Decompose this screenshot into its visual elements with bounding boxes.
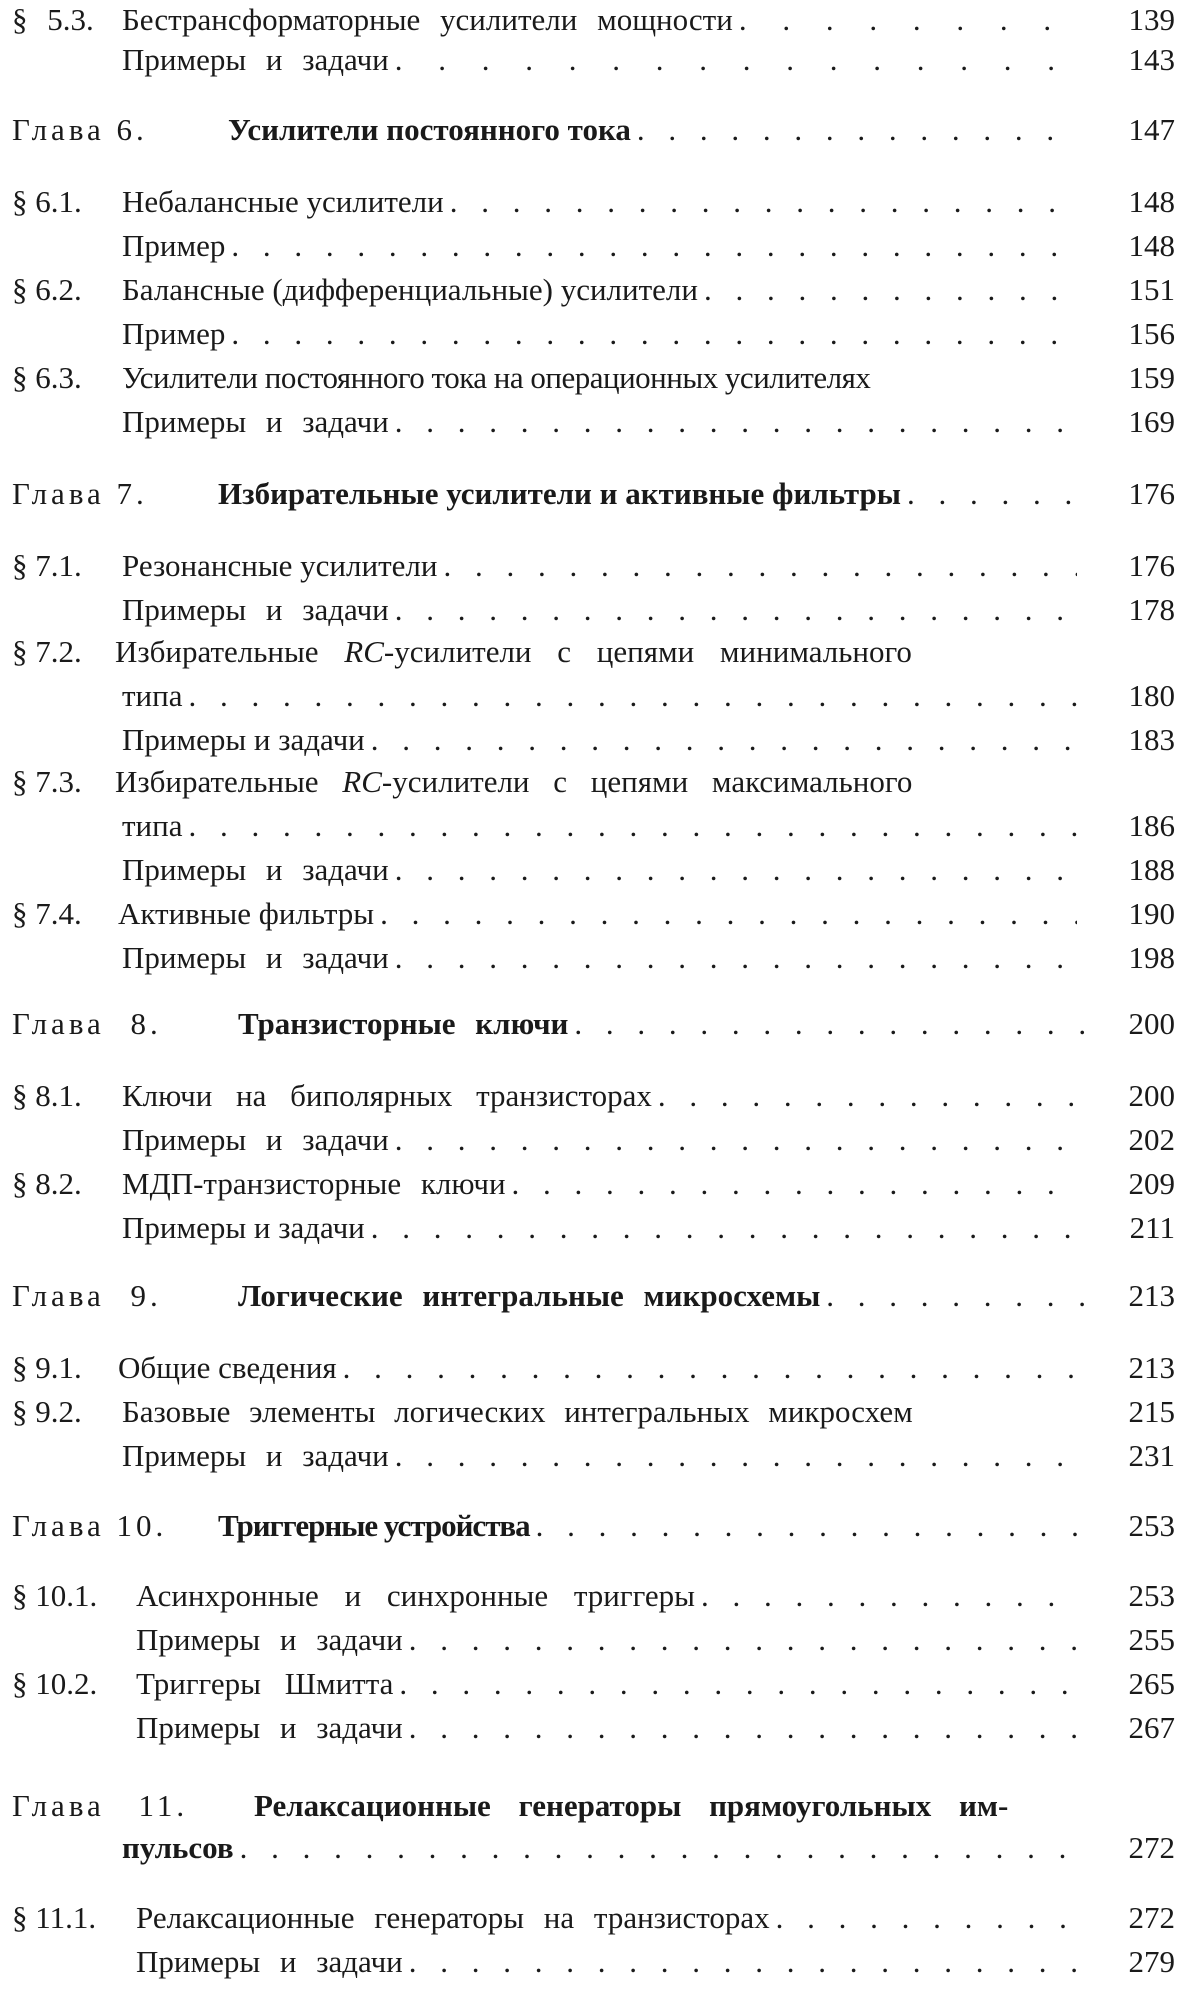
toc-entry[interactable]: [0, 806, 1199, 846]
entry-title: Примеры и задачи: [122, 940, 389, 975]
toc-entry[interactable]: [0, 226, 1199, 266]
entry-title: Примеры и задачи: [122, 1122, 389, 1157]
dot-leader: [568, 1004, 1087, 1044]
page-number: 143: [1128, 42, 1175, 77]
toc-entry[interactable]: [0, 1708, 1199, 1748]
dot-leader: [631, 110, 1077, 150]
toc-entry[interactable]: [0, 1392, 1199, 1432]
toc-entry[interactable]: [0, 1620, 1199, 1660]
dot-leader: [183, 806, 1078, 846]
dot-leader: [183, 676, 1078, 716]
entry-number: § 5.3.: [12, 2, 94, 37]
toc-entry[interactable]: [0, 850, 1199, 890]
dot-leader: [403, 1620, 1077, 1660]
chapter-title: Логические интегральные микросхемы: [238, 1278, 821, 1313]
toc-entry[interactable]: [0, 546, 1199, 586]
toc-entry[interactable]: [0, 1164, 1199, 1204]
entry-title: Примеры и задачи: [136, 1710, 403, 1745]
page-number: 272: [1128, 1830, 1175, 1865]
toc-entry[interactable]: [0, 358, 1199, 398]
page-number: 213: [1128, 1350, 1175, 1385]
dot-leader: [393, 1664, 1077, 1704]
toc-entry[interactable]: [0, 762, 1199, 802]
dot-leader: [530, 1506, 1077, 1546]
page-number: 176: [1128, 476, 1175, 511]
entry-title: Базовые элементы логических интегральных микросхем: [122, 1394, 913, 1429]
page-number: 272: [1128, 1900, 1175, 1935]
toc-entry[interactable]: [0, 1898, 1199, 1938]
entry-number: § 6.3.: [12, 360, 82, 395]
dot-leader: [403, 1708, 1077, 1748]
page-number: 180: [1128, 678, 1175, 713]
dot-leader: [365, 1208, 1077, 1248]
dot-leader: [437, 546, 1077, 586]
toc-entry[interactable]: [0, 676, 1199, 716]
entry-title: Ключи на биполярных транзисторах: [122, 1078, 652, 1113]
page-number: 198: [1128, 940, 1175, 975]
dot-leader: [733, 0, 1077, 40]
toc-entry[interactable]: [0, 1348, 1199, 1388]
chapter-heading[interactable]: [0, 474, 1199, 514]
dot-leader: [374, 894, 1077, 934]
page-number: 265: [1128, 1666, 1175, 1701]
page-number: 178: [1128, 592, 1175, 627]
toc-entry[interactable]: [0, 938, 1199, 978]
entry-title: Примеры и задачи: [122, 592, 389, 627]
entry-number: § 8.1.: [12, 1078, 82, 1113]
page-number: 148: [1128, 228, 1175, 263]
dot-leader: [820, 1276, 1087, 1316]
toc-entry[interactable]: [0, 182, 1199, 222]
toc-entry[interactable]: [0, 1208, 1199, 1248]
entry-title: Общие сведения: [118, 1350, 337, 1385]
entry-title: Избирательные RC-усилители с цепями максимального: [115, 764, 913, 799]
dot-leader: [389, 1120, 1077, 1160]
page-number: 147: [1128, 112, 1175, 147]
entry-number: § 6.2.: [12, 272, 82, 307]
entry-title: Избирательные RC-усилители с цепями минимального: [115, 634, 912, 669]
dot-leader: [225, 226, 1077, 266]
entry-title: Пример: [122, 316, 226, 351]
entry-number: § 11.1.: [12, 1900, 97, 1935]
toc-entry[interactable]: [0, 720, 1199, 760]
page-number: 159: [1128, 360, 1175, 395]
dot-leader: [389, 590, 1077, 630]
page-number: 186: [1128, 808, 1175, 843]
toc-entry[interactable]: [0, 894, 1199, 934]
chapter-number: Глава 8.: [12, 1006, 162, 1041]
toc-entry[interactable]: [0, 40, 1199, 80]
entry-number: § 10.1.: [12, 1578, 98, 1613]
dot-leader: [389, 40, 1077, 80]
entry-title: Усилители постоянного тока на операционных усилителях: [122, 360, 871, 395]
dot-leader: [901, 474, 1077, 514]
entry-title: Примеры и задачи: [136, 1622, 403, 1657]
entry-title: Релаксационные генераторы на транзисторах: [136, 1900, 770, 1935]
entry-number: § 9.1.: [12, 1350, 82, 1385]
chapter-heading[interactable]: [0, 1506, 1199, 1546]
entry-number: § 10.2.: [12, 1666, 98, 1701]
chapter-number: Глава 9.: [12, 1278, 162, 1313]
entry-number: § 7.1.: [12, 548, 82, 583]
entry-title: Балансные (дифференциальные) усилители: [122, 272, 698, 307]
page-number: 253: [1128, 1578, 1175, 1613]
entry-title: Примеры и задачи: [122, 1210, 365, 1245]
chapter-title: пульсов: [122, 1830, 234, 1865]
dot-leader: [389, 938, 1077, 978]
chapter-number: Глава 10.: [12, 1508, 168, 1543]
chapter-title: Избирательные усилители и активные фильтры: [218, 476, 901, 511]
entry-title: Триггеры Шмитта: [136, 1666, 394, 1701]
dot-leader: [444, 182, 1077, 222]
page-number: 211: [1129, 1210, 1175, 1245]
dot-leader: [652, 1076, 1077, 1116]
chapter-title: Триггерные устройства: [218, 1508, 530, 1543]
dot-leader: [365, 720, 1077, 760]
page-number: 190: [1128, 896, 1175, 931]
chapter-number: Глава 11.: [12, 1788, 189, 1823]
entry-number: § 7.3.: [12, 764, 82, 799]
toc-entry[interactable]: [0, 590, 1199, 630]
toc-entry[interactable]: [0, 1576, 1199, 1616]
page-number: 253: [1128, 1508, 1175, 1543]
page-number: 202: [1128, 1122, 1175, 1157]
dot-leader: [506, 1164, 1077, 1204]
dot-leader: [389, 1436, 1077, 1476]
chapter-title: Транзисторные ключи: [238, 1006, 569, 1041]
entry-number: § 6.1.: [12, 184, 82, 219]
toc-entry[interactable]: [0, 270, 1199, 310]
dot-leader: [225, 314, 1077, 354]
entry-title: типа: [122, 678, 183, 713]
page-number: 139: [1128, 2, 1175, 37]
entry-title: Активные фильтры: [118, 896, 375, 931]
page-number: 213: [1128, 1278, 1175, 1313]
chapter-title: Усилители постоянного тока: [228, 112, 631, 147]
entry-title: Резонансные усилители: [122, 548, 438, 583]
dot-leader: [698, 270, 1077, 310]
page-number: 183: [1128, 722, 1175, 757]
page-number: 188: [1128, 852, 1175, 887]
entry-title: Пример: [122, 228, 226, 263]
dot-leader: [389, 850, 1077, 890]
entry-title: Примеры и задачи: [122, 1438, 389, 1473]
dot-leader: [695, 1576, 1077, 1616]
entry-title: Примеры и задачи: [122, 42, 389, 77]
page-number: 200: [1128, 1006, 1175, 1041]
page-number: 156: [1128, 316, 1175, 351]
entry-title: Примеры и задачи: [122, 852, 389, 887]
entry-number: § 9.2.: [12, 1394, 82, 1429]
entry-title: МДП-транзисторные ключи: [122, 1166, 506, 1201]
dot-leader: [403, 1942, 1077, 1982]
dot-leader: [389, 402, 1077, 442]
toc-entry[interactable]: [0, 1076, 1199, 1116]
page-number: 267: [1128, 1710, 1175, 1745]
page-number: 148: [1128, 184, 1175, 219]
page-number: 255: [1128, 1622, 1175, 1657]
entry-title: Асинхронные и синхронные триггеры: [136, 1578, 695, 1613]
page-number: 215: [1128, 1394, 1175, 1429]
toc-entry[interactable]: [0, 314, 1199, 354]
toc-entry[interactable]: [0, 1120, 1199, 1160]
entry-title: Примеры и задачи: [122, 722, 365, 757]
entry-number: § 8.2.: [12, 1166, 82, 1201]
entry-title: Небалансные усилители: [122, 184, 444, 219]
entry-title: Примеры и задачи: [136, 1944, 403, 1979]
page-number: 176: [1128, 548, 1175, 583]
chapter-heading-continued[interactable]: [0, 1828, 1199, 1868]
dot-leader: [770, 1898, 1077, 1938]
toc-entry[interactable]: [0, 0, 1199, 40]
page-number: 169: [1128, 404, 1175, 439]
chapter-heading[interactable]: [0, 1276, 1199, 1316]
chapter-heading[interactable]: [0, 110, 1199, 150]
chapter-number: Глава 6.: [12, 112, 148, 147]
toc-entry[interactable]: [0, 402, 1199, 442]
chapter-number: Глава 7.: [12, 476, 148, 511]
entry-title: Бестрансформаторные усилители мощности: [122, 2, 733, 37]
dot-leader: [337, 1348, 1077, 1388]
page-number: 151: [1128, 272, 1175, 307]
entry-number: § 7.4.: [12, 896, 82, 931]
chapter-title: Релаксационные генераторы прямоугольных им-: [254, 1788, 1009, 1823]
entry-title: Примеры и задачи: [122, 404, 389, 439]
toc-entry[interactable]: [0, 632, 1199, 672]
toc-entry[interactable]: [0, 1436, 1199, 1476]
toc-entry[interactable]: [0, 1664, 1199, 1704]
page-number: 231: [1128, 1438, 1175, 1473]
toc-entry[interactable]: [0, 1942, 1199, 1982]
page-number: 209: [1128, 1166, 1175, 1201]
dot-leader: [234, 1828, 1077, 1868]
entry-title: типа: [122, 808, 183, 843]
chapter-heading[interactable]: [0, 1004, 1199, 1044]
page-number: 279: [1128, 1944, 1175, 1979]
chapter-heading[interactable]: [0, 1786, 1199, 1826]
page-number: 200: [1128, 1078, 1175, 1113]
entry-number: § 7.2.: [12, 634, 82, 669]
